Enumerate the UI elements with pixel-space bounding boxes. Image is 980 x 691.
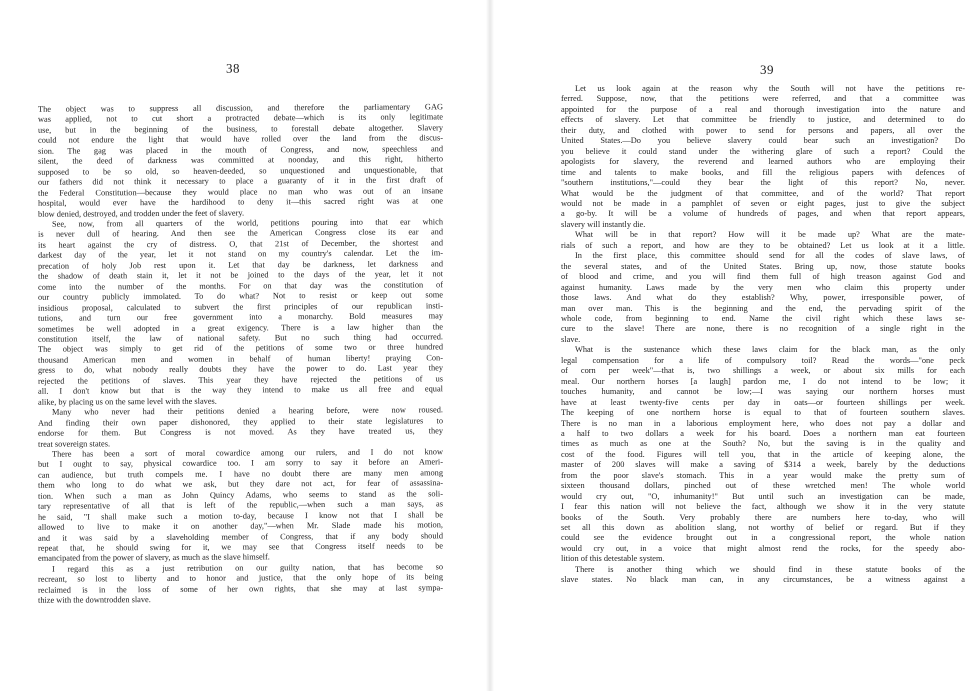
text-line: hospital, would ever have the hardihood to deny it—this sacred right was at one [38,196,443,208]
text-line: but I ought to say, physical cowardice too. I am sorry to say it before an Ameri- [38,457,443,470]
text-line: would not be made in a pamphlet of seven or eight pages, just to give the subject [561,198,965,208]
page-number-right: 39 [760,62,774,77]
text-line: and it was said by a slaveholding member of Congress, that if any body should [38,530,443,543]
text-line: would cry out, "O, inhumanity!" But until such an investigation can be made, [561,491,965,501]
text-line: come into the number of the months. For on that day was the constitution of [38,279,443,292]
text-line: darkest day of the year, let it not stand on my country's calendar. Let the im- [38,248,443,261]
text-line: the Federal Constitution—because they would place no man who was out of an insane [38,185,443,198]
right-page-body [561,84,965,586]
text-line: apologists for slavery, the reverend and learned authors who are employing their [561,157,965,167]
text-line: he said, "I shall make such a motion to-day, because I know not that I shall be [38,509,443,522]
text-line: sion. The gag was placed in the mouth of Congress, and now, speechless and [38,144,443,156]
text-line: thousand American men and women in behalf of human liberty! praying Con- [38,353,443,365]
text-line: against humanity. Laws made by the very men who claim this property under [561,282,965,292]
text-line: could not endure the light that would have rolled over the land from the discus- [38,133,443,146]
text-line: could see the evidence brought out in a congressional report, the whole nation [561,533,965,543]
text-line: thize with the downtrodden slave. [38,595,151,606]
text-line: slave states. No black man can, in any circumstances, be a witness against a [561,575,965,585]
text-line: our country publicly immolated. To do what? Not to resist or keep out some [38,290,443,302]
text-line: allowed to live to make it on another day,"—when Mr. Slade made his motion, [38,520,443,532]
text-line: set all this down as abolition slang, not worthy of belief or regard. But if they [561,523,965,533]
page-number-left: 38 [226,60,240,76]
text-line: tutions, and turn our free government into a monarchy. Bold measures may [38,311,443,323]
text-line: blow denied, destroyed, and trodden under the feet of slavery. [38,208,245,219]
text-line: There is no man in a laborious employment here, who does not pay a dollar and [561,418,965,428]
text-line: Let us look again at the reason why the South will not have the petitions re- [575,84,965,93]
text-line: emancipated from the power of slavery, as much as the slave himself. [38,552,270,564]
text-line: There is another thing which we should find in these statute books of the [575,564,965,574]
text-line: can audience, but truth compels me. I have no doubt there are many men among [38,468,443,480]
text-line: lition of this detestable system. [561,554,665,564]
text-line: of blood and crime, and you will find them full of high treason against God and [561,272,965,282]
text-line: books of the South. Very probably there are numbers here to-day, who will [561,512,965,522]
text-line: tary representative of all that is left of the republic,—when such a man says, as [38,499,443,511]
text-line: What is the sustenance which these laws claim for the black man, as the only [575,345,965,355]
text-line: "southern institutions,"—could they bear the light of this report? No, never. [561,178,965,188]
text-line: I fear this nation will not believe the fact, although we show it in the very statute [561,502,965,512]
text-line: rials of such a report, and how are they to be obtained? Let us look at it a little. [561,240,965,250]
text-line: have at least twenty-five cents per day in oats—or fourteen shillings per week. [561,397,965,407]
text-line: Many who never had their petitions denied a hearing before, were now roused. [52,405,443,417]
text-line: ferred. Suppose, now, that the petitions were referred, and that a committee was [561,94,965,104]
text-line: tion. When such a man as John Quincy Adams, who seems to stand as the soli- [38,489,443,501]
text-line: whole code, from beginning to end. Name the civil right which these laws se- [561,313,965,323]
text-line: insidious proposal, calculated to subvert the first principles of our republican insti- [38,300,443,313]
text-line: alike, by placing us on the same level with the slaves. [38,396,217,407]
text-line: rejected the petitions of slaves. This year they have rejected the petitions of us [38,374,443,386]
text-line: The object was to suppress all discussion, and therefore the parliamentary GAG [38,102,443,114]
text-line: cure to the slave! There are none, there is no recognition of a single right in the [561,324,965,334]
text-line: The object was simply to get rid of the petitions of some two or three hundred [38,342,443,355]
text-line: reclaimed is in the loss of some of her own rights, that she may at last sympa- [38,583,443,595]
text-line: What will be in that report? How will it be made up? What are the mate- [575,230,965,240]
text-line: meal. Our northern horses [a laugh] pardon me, I do not intend to be low; it [561,376,965,386]
text-line: master of 200 slaves will make a saving of $314 a week, barely by the deductions [561,460,965,470]
text-line: the several states, and of the United States. Bring up, now, those statute books [561,261,965,271]
text-line: repeat that, he should swing for it, we may see that Congress itself needs to be [38,541,443,553]
text-line: the shadow of death stain it, let it not be joined to the days of the year, let it not [38,269,443,282]
text-line: The keeping of one northern horse is equal to that of fourteen southern slaves. [561,408,965,418]
left-page-body [38,102,443,606]
text-line: would cry out, in a voice that might almost rend the rocks, for the speedy abo- [561,543,965,553]
text-line: was applied, not to cut short a protracted debate—which is its only legitimate [38,112,443,125]
text-line: a half to two dollars a week for his board. Does a northern man eat fourteen [561,428,965,438]
text-line: In the first place, this committee should send for all the codes of slave laws, of [575,251,965,261]
text-line: recreant, so lost to liberty and to honor and justice, that the only hope of its being [38,572,443,585]
text-line: effects of slavery. Let that committee be friendly to justice, and determined to do [561,115,965,125]
text-line: supposed to be so old, so heaven-deeded, so unquestioned and unquestionable, that [38,165,443,177]
text-line: sometimes be well adopted in a great exigency. There is a law higher than the [38,321,443,334]
text-line: all. I don't know but that is the way they intend to make us all free and equal [38,384,443,397]
text-line: from the poor slave's stomach. This in a year would make the pretty sum of [561,470,965,480]
text-line: use, but in the beginning of the business, to forestall debate altogether. Slavery [38,123,443,135]
text-line: slave. [561,334,581,344]
text-line: treat sovereign states. [38,438,111,449]
text-line: man over man. This is the beginning and the end, the pervading spirit of the [561,303,965,313]
text-line: silent, the deed of darkness was committed at noonday, and this right, hitherto [38,154,443,167]
text-line: its heart against the cry of distress. O, that 21st of December, the shortest and [38,238,443,250]
text-line: legal compensation for a life of compulsory toil? Read the words—"one peck [561,355,965,365]
text-line: you believe it could stand under the withering glare of such a report? Could the [561,146,965,156]
text-line: those laws. And what do they establish? Why, power, irresponsible power, of [561,293,965,303]
text-line: slavery will instantly die. [561,219,646,229]
right-page [490,0,980,691]
text-line: precation of holy Job rest upon it. Let that day be darkness, let darkness and [38,259,443,271]
text-line: them who long to do what we ask, but they dare not act, for fear of assassina- [38,478,443,491]
text-line: time and talents to make books, and fill the religious papers with defences of [561,167,965,177]
text-line: times as much as one at the South? No, but the saving is in the quality and [561,439,965,449]
text-line: a go-by. It will be a volume of hundreds of pages, and when that report appears, [561,209,965,219]
text-line: What would be the judgment of that committee, and of the world? That report [561,188,965,198]
text-line: touches humanity, and cannot be low;—I was saying our northern horses must [561,387,965,397]
text-line: I regard this as a just retribution on our guilty nation, that has become so [52,562,443,574]
text-line: constitution itself, the law of national safety. But no such thing had occurred. [38,332,443,344]
text-line: our fathers did not think it necessary to place a guaranty of it in the first draft of [38,175,443,187]
text-line: appointed for the purpose of a real and thorough investigation into the nature and [561,104,965,114]
text-line: sixteen thousand dollars, pinched out of these wretched men! The whole world [561,481,965,491]
text-line: of corn per week"—that is, two shillings a week, or about six mills for each [561,366,965,376]
text-line: gress to do, what nobody really doubts they have the power to do. Last year they [38,363,443,376]
text-line: is never dull of hearing. And then see the American Congress close its ear and [38,227,443,240]
text-line: their duty, and clothed with power to send for persons and papers, all over the [561,125,965,135]
text-line: cost of the food. Figures will tell you, that in the article of keeping alone, the [561,449,965,459]
text-line: endorse for them. But Congress is not moved. As they have treated us, they [38,426,443,438]
text-line: And finding their own paper dishonored, they applied to their state legislatures to [38,415,443,428]
text-line: United States.—Do you believe slavery could bear such an investigation? Do [561,136,965,146]
text-line: There has been a sort of moral cowardice among our rulers, and I do not know [52,447,443,459]
text-line: See, now, from all quarters of the world, petitions pouring into that ear which [52,217,443,229]
